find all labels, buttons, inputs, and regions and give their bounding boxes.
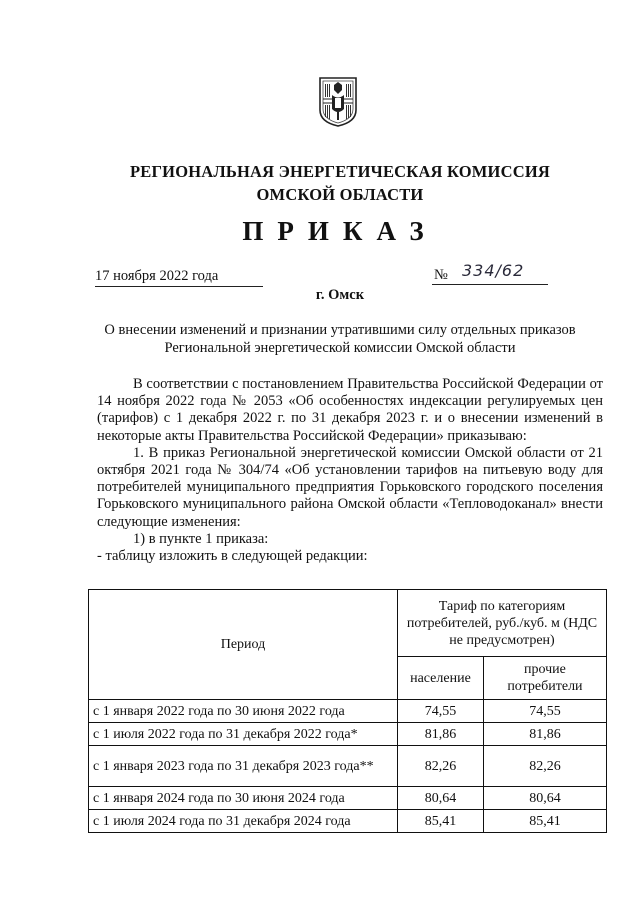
body-paragraph-2: 1. В приказ Региональной энергетической комиссии Омской области от 21 октября 2021 года № 304/74 «Об установлении тарифов на питьевую воду для потребителей муниципального предприятия Горьковского городского поселения Горьковского муниципального района Омской области «Тепловодоканал» внести следующие изменения: xyxy=(97,444,603,530)
document-type-title: ПРИКАЗ xyxy=(242,216,438,246)
row-population-value: 85,41 xyxy=(398,810,484,833)
table-header-period: Период xyxy=(89,590,398,700)
document-date: 17 ноября 2022 года xyxy=(95,268,263,287)
table-row xyxy=(89,723,607,746)
row-period: с 1 июля 2022 года по 31 декабря 2022 года* xyxy=(89,723,398,746)
row-other-value: 81,86 xyxy=(483,723,606,746)
table-row xyxy=(89,787,607,810)
table-row xyxy=(89,700,607,723)
organization-name-line-2: ОМСКОЙ ОБЛАСТИ xyxy=(256,185,424,204)
row-period: с 1 января 2022 года по 30 июня 2022 года xyxy=(89,700,398,723)
row-other-value: 82,26 xyxy=(483,746,606,787)
tariff-table xyxy=(88,589,607,833)
table-header-population: население xyxy=(398,657,484,700)
body-paragraph-1: В соответствии с постановлением Правительства Российской Федерации от 14 ноября 2022 года № 2053 «Об особенностях индексации регулируемых цен (тарифов) с 1 декабря 2022 г. по 31 декабря 2023 г. и о внесении изменений в некоторые акты Правительства Российской Федерации» приказываю: xyxy=(97,376,603,444)
row-population-value: 81,86 xyxy=(398,723,484,746)
row-population-value: 82,26 xyxy=(398,746,484,787)
row-other-value: 85,41 xyxy=(483,810,606,833)
city: г. Омск xyxy=(315,287,365,303)
body-paragraph-4: - таблицу изложить в следующей редакции: xyxy=(97,548,368,565)
table-header-tariff: Тариф по категориям потребителей, руб./куб. м (НДС не предусмотрен) xyxy=(398,590,607,657)
document-subject: О внесении изменений и признании утратившими силу отдельных приказов Региональной энергетической комиссии Омской области xyxy=(104,322,576,356)
body-paragraph-3: 1) в пункте 1 приказа: xyxy=(133,530,269,547)
row-other-value: 80,64 xyxy=(483,787,606,810)
document-number-handwritten: 334/62 xyxy=(462,261,525,280)
table-row xyxy=(89,810,607,833)
row-period: с 1 января 2023 года по 31 декабря 2023 года** xyxy=(89,746,398,787)
row-other-value: 74,55 xyxy=(483,700,606,723)
coat-of-arms-icon xyxy=(318,76,358,128)
table-header-other: прочие потребители xyxy=(483,657,606,700)
document-number-field xyxy=(432,262,548,285)
number-label: № xyxy=(434,267,448,283)
organization-name-line-1: РЕГИОНАЛЬНАЯ ЭНЕРГЕТИЧЕСКАЯ КОМИССИЯ xyxy=(130,162,550,181)
row-period: с 1 июля 2024 года по 31 декабря 2024 года xyxy=(89,810,398,833)
row-period: с 1 января 2024 года по 30 июня 2024 года xyxy=(89,787,398,810)
document-body xyxy=(97,376,603,565)
row-population-value: 80,64 xyxy=(398,787,484,810)
row-population-value: 74,55 xyxy=(398,700,484,723)
table-row xyxy=(89,746,607,787)
